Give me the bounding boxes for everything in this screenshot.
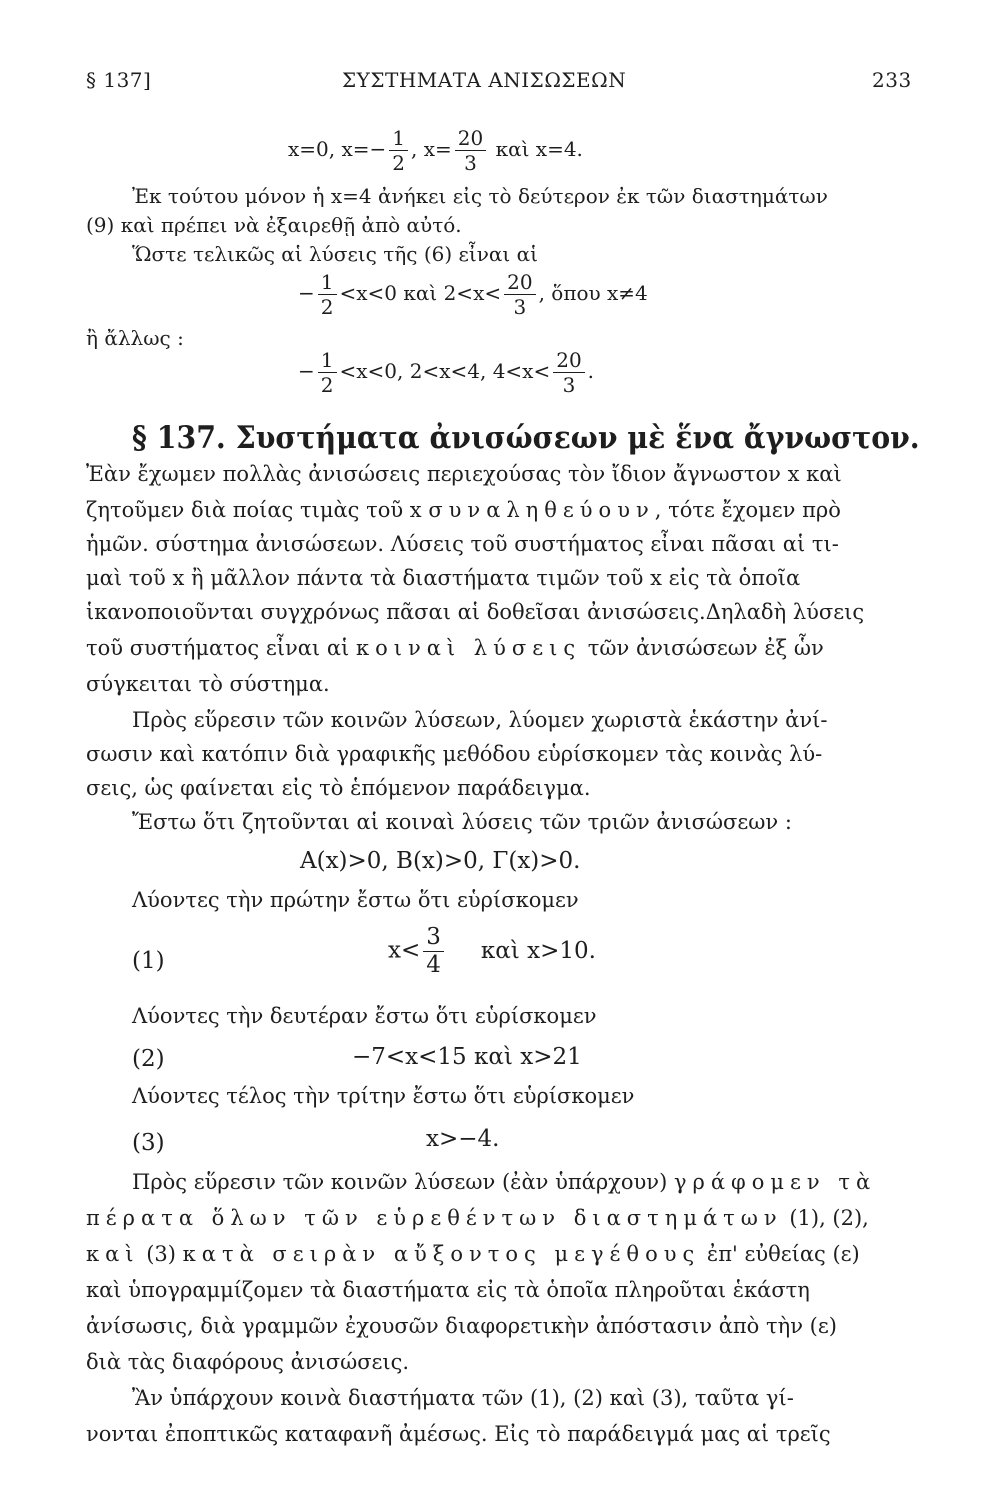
spaced-term: πέρατα ὅλων τῶν εὑρεθέντων διαστημάτων bbox=[86, 1206, 783, 1230]
solution-1 bbox=[298, 272, 648, 317]
para1-line3: Ὥστε τελικῶς αἱ λύσεις τῆς (6) εἶναι αἱ bbox=[132, 242, 538, 266]
fraction bbox=[553, 350, 584, 395]
solution-2 bbox=[298, 350, 594, 395]
body1-line3: ἡμῶν. σύστημα ἀνισώσεων. Λύσεις τοῦ συστήματος εἶναι πᾶσαι αἱ τι- bbox=[86, 532, 839, 556]
spaced-term: γράφομεν τὰ bbox=[673, 1170, 877, 1194]
body2-line2: σωσιν καὶ κατόπιν διὰ γραφικῆς μεθόδου εὑρίσκομεν τὰς κοινὰς λύ- bbox=[86, 742, 823, 766]
body2-line1: Πρὸς εὕρεσιν τῶν κοινῶν λύσεων, λύομεν χωριστὰ ἑκάστην ἀνί- bbox=[132, 708, 828, 732]
fraction bbox=[423, 926, 444, 977]
roots-part: καὶ x=4. bbox=[489, 137, 583, 161]
fraction-num: 20 bbox=[504, 272, 535, 295]
first-solve-line: Λύοντες τὴν πρώτην ἔστω ὅτι εὑρίσκομεν bbox=[132, 888, 579, 912]
spaced-term: συναληθεύουν bbox=[428, 498, 655, 522]
fraction-den: 4 bbox=[426, 952, 441, 978]
body3-line2 bbox=[86, 1206, 869, 1230]
para1-line1: Ἐκ τούτου μόνον ἡ x=4 ἀνήκει εἰς τὸ δεύτερον ἐκ τῶν διαστημάτων bbox=[132, 184, 828, 208]
fraction-den: 3 bbox=[464, 151, 477, 175]
header-section: § 137] bbox=[86, 68, 152, 92]
fraction-num: 1 bbox=[318, 350, 337, 373]
body1-line7: σύγκειται τὸ σύστημα. bbox=[86, 672, 330, 696]
text-run: (1), (2), bbox=[782, 1206, 869, 1230]
header-title: ΣΥΣΤΗΜΑΤΑ ΑΝΙΣΩΣΕΩΝ bbox=[342, 68, 627, 92]
or-text: ἢ ἄλλως : bbox=[86, 326, 184, 350]
body3-line1 bbox=[132, 1170, 876, 1194]
section-heading: § 137. Συστήματα ἀνισώσεων μὲ ἕνα ἄγνωστον. bbox=[132, 420, 920, 456]
sol-part: <x<0 καὶ 2<x< bbox=[339, 281, 502, 305]
spaced-term: καὶ bbox=[86, 1242, 140, 1266]
eq1-label: (1) bbox=[132, 948, 165, 974]
fraction-den: 2 bbox=[320, 295, 334, 319]
sol-part: − bbox=[298, 359, 315, 383]
eq1-expression bbox=[388, 926, 596, 977]
spaced-term: κατὰ σειρὰν αὔξοντος μεγέθους bbox=[182, 1242, 701, 1266]
body2-line4: Ἔστω ὅτι ζητοῦνται αἱ κοιναὶ λύσεις τῶν τριῶν ἀνισώσεων : bbox=[132, 810, 792, 834]
fraction-num: 1 bbox=[389, 128, 408, 151]
roots-equation bbox=[288, 128, 583, 173]
sol-part: , ὅπου x≠4 bbox=[538, 281, 648, 305]
fraction bbox=[455, 128, 486, 173]
text-run: τοῦ συστήματος εἶναι αἱ bbox=[86, 636, 356, 660]
text-run: (3) bbox=[139, 1242, 183, 1266]
eq3-expression: x>−4. bbox=[426, 1126, 500, 1152]
fraction-den: 3 bbox=[513, 295, 527, 319]
fraction-den: 2 bbox=[392, 151, 406, 175]
sol-part: <x<0, 2<x<4, 4<x< bbox=[339, 359, 551, 383]
body3-line3 bbox=[86, 1242, 860, 1266]
eq2-expression: −7<x<15 καὶ x>21 bbox=[352, 1044, 582, 1070]
eq-part: x< bbox=[388, 937, 421, 964]
fraction bbox=[389, 128, 408, 173]
text-run: Πρὸς εὕρεσιν τῶν κοινῶν λύσεων (ἐὰν ὑπάρχουν) bbox=[132, 1170, 674, 1194]
body3-line7: Ἂν ὑπάρχουν κοινὰ διαστήματα τῶν (1), (2) καὶ (3), ταῦτα γί- bbox=[132, 1386, 794, 1410]
body1-line4: μαὶ τοῦ x ἢ μᾶλλον πάντα τὰ διαστήματα τιμῶν τοῦ x εἰς τὰ ὁποῖα bbox=[86, 566, 801, 590]
fraction-num: 1 bbox=[318, 272, 337, 295]
body1-line5: ἱκανοποιοῦνται συγχρόνως πᾶσαι αἱ δοθεῖσαι ἀνισώσεις.Δηλαδὴ λύσεις bbox=[86, 600, 865, 624]
fraction-den: 3 bbox=[562, 373, 576, 397]
sol-part: − bbox=[298, 281, 315, 305]
sol-part: . bbox=[587, 359, 595, 383]
body1-line2 bbox=[86, 498, 841, 522]
body2-line3: σεις, ὡς φαίνεται εἰς τὸ ἑπόμενον παράδειγμα. bbox=[86, 776, 591, 800]
fraction-den: 2 bbox=[320, 373, 334, 397]
third-solve-line: Λύοντες τέλος τὴν τρίτην ἔστω ὅτι εὑρίσκομεν bbox=[132, 1084, 635, 1108]
text-run: , τότε ἔχομεν πρὸ bbox=[654, 498, 841, 522]
fraction-num: 20 bbox=[553, 350, 584, 373]
para1-line2: (9) καὶ πρέπει νὰ ἐξαιρεθῇ ἀπὸ αὐτό. bbox=[86, 213, 462, 237]
eq3-label: (3) bbox=[132, 1130, 165, 1156]
text-run: τῶν ἀνισώσεων ἐξ ὧν bbox=[581, 636, 824, 660]
header-page-number: 233 bbox=[872, 68, 912, 92]
body1-line1: Ἐὰν ἔχωμεν πολλὰς ἀνισώσεις περιεχούσας τὸν ἴδιον ἄγνωστον x καὶ bbox=[86, 462, 842, 486]
body3-line8: νονται ἐποπτικῶς καταφανῆ ἀμέσως. Εἰς τὸ παράδειγμά μας αἱ τρεῖς bbox=[86, 1422, 831, 1446]
second-solve-line: Λύοντες τὴν δευτέραν ἔστω ὅτι εὑρίσκομεν bbox=[132, 1004, 597, 1028]
roots-part: , x= bbox=[411, 137, 452, 161]
fraction bbox=[318, 272, 337, 317]
body3-line6: διὰ τὰς διαφόρους ἀνισώσεις. bbox=[86, 1350, 410, 1374]
fraction bbox=[504, 272, 535, 317]
system-of-inequalities: A(x)>0, B(x)>0, Γ(x)>0. bbox=[300, 848, 581, 874]
body3-line4: καὶ ὑπογραμμίζομεν τὰ διαστήματα εἰς τὰ ὁποῖα πληροῦται ἑκάστη bbox=[86, 1278, 810, 1302]
body3-line5: ἀνίσωσις, διὰ γραμμῶν ἐχουσῶν διαφορετικὴν ἀπόστασιν ἀπὸ τὴν (ε) bbox=[86, 1314, 837, 1338]
text-run: ἐπ' εὐθείας (ε) bbox=[700, 1242, 860, 1266]
fraction bbox=[318, 350, 337, 395]
fraction-num: 20 bbox=[455, 128, 486, 151]
eq2-label: (2) bbox=[132, 1046, 165, 1072]
eq-part: καὶ x>10. bbox=[480, 937, 596, 964]
spaced-term: κοιναὶ λύσεις bbox=[355, 636, 582, 660]
text-run: ζητοῦμεν διὰ ποίας τιμὰς τοῦ x bbox=[86, 498, 429, 522]
roots-part: x=0, x=− bbox=[288, 137, 387, 161]
body1-line6 bbox=[86, 636, 824, 660]
fraction-num: 3 bbox=[423, 926, 444, 952]
